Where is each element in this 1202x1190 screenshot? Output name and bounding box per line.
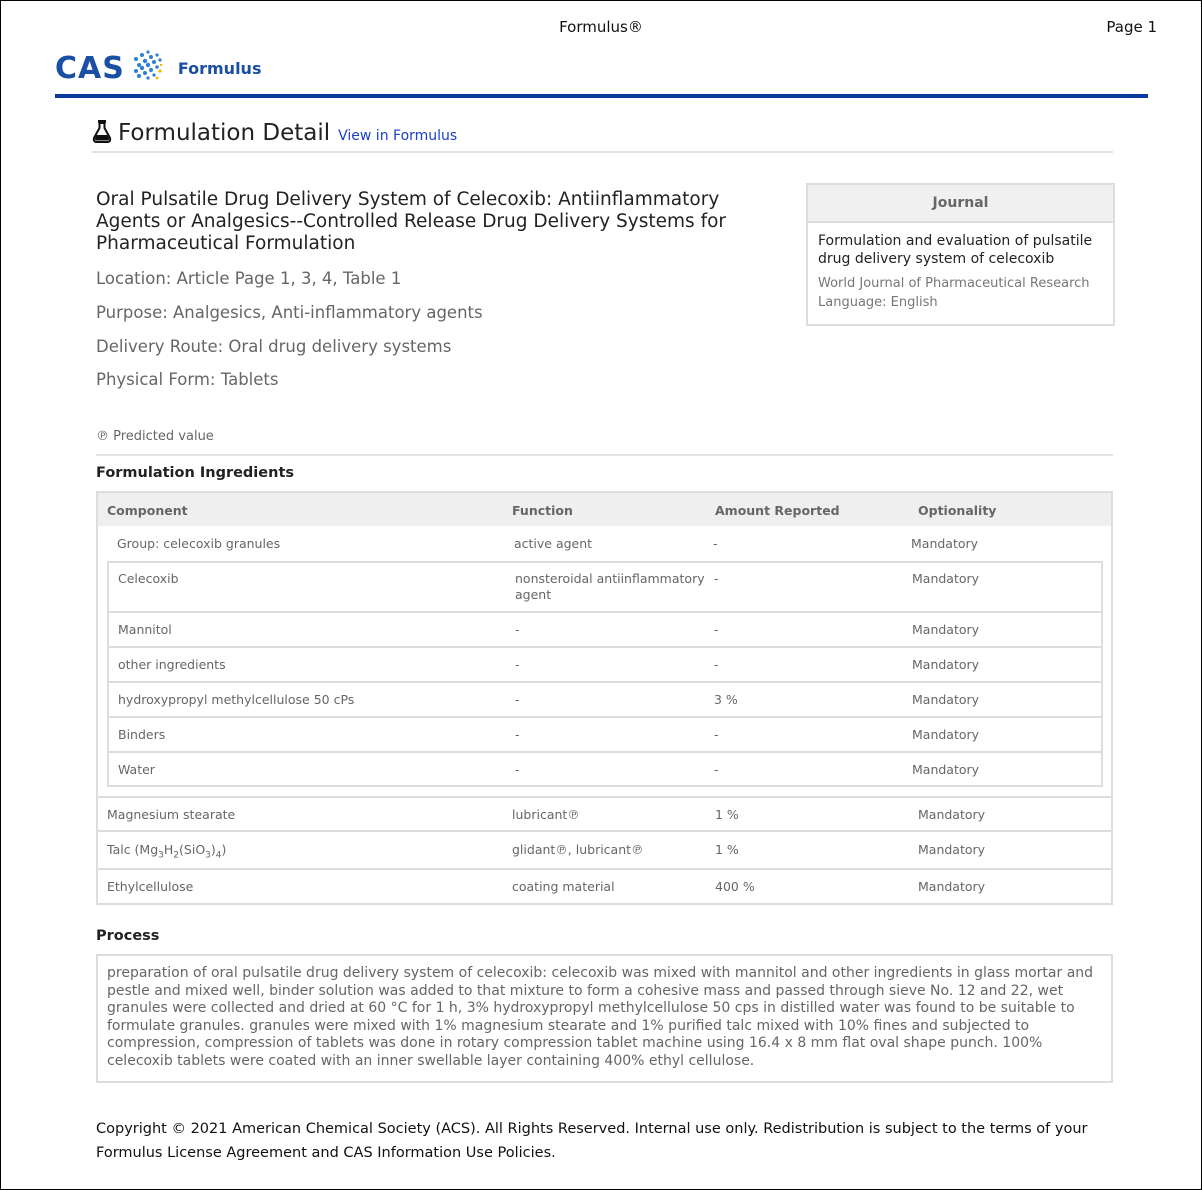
row-amount: 3 % (714, 692, 738, 707)
row-component: Binders (118, 727, 166, 742)
page-number: Page 1 (1106, 18, 1157, 36)
row-optionality: Mandatory (912, 657, 980, 672)
row-function: - (515, 762, 520, 777)
formula-text: Talc (Mg (107, 842, 159, 857)
formula-text: ) (210, 842, 216, 857)
journal-language: Language: English (818, 295, 938, 310)
group-amount: - (713, 536, 718, 551)
process-heading: Process (96, 928, 160, 944)
ingredients-heading: Formulation Ingredients (96, 465, 295, 481)
row-optionality: Mandatory (912, 622, 980, 637)
row-optionality: Mandatory (912, 571, 980, 586)
column-header-optionality: Optionality (918, 503, 997, 518)
journal-source: World Journal of Pharmaceutical Research (818, 276, 1090, 291)
column-header-component: Component (107, 503, 188, 518)
row-amount: - (714, 657, 719, 672)
table-row (98, 830, 1111, 868)
table-row (109, 753, 1101, 786)
row-component: Mannitol (118, 622, 172, 637)
row-amount: - (714, 727, 719, 742)
purpose-line: Purpose: Analgesics, Anti-inflammatory agents (96, 303, 483, 322)
column-header-function: Function (512, 503, 573, 518)
row-function: - (515, 657, 520, 672)
row-amount: 400 % (715, 879, 755, 894)
row-component: Celecoxib (118, 571, 179, 586)
group-optionality: Mandatory (911, 536, 979, 551)
row-optionality: Mandatory (918, 807, 986, 822)
table-row (98, 868, 1111, 905)
row-optionality: Mandatory (918, 879, 986, 894)
row-amount: 1 % (715, 807, 739, 822)
formula-text: H (163, 842, 174, 857)
section-divider (96, 454, 1113, 456)
cas-molecule-icon (130, 49, 164, 87)
view-in-formulus-link[interactable]: View in Formulus (338, 128, 458, 144)
row-component: hydroxypropyl methylcellulose 50 cPs (118, 692, 355, 707)
header-rule (55, 94, 1148, 98)
row-optionality: Mandatory (912, 692, 980, 707)
table-row (109, 648, 1101, 683)
journal-article-title: Formulation and evaluation of pulsatile drug delivery system of celecoxib (818, 233, 1093, 267)
table-row (109, 683, 1101, 718)
row-function: - (515, 727, 520, 742)
page-title: Formulation Detail (118, 120, 331, 146)
delivery-route-line: Delivery Route: Oral drug delivery systems (96, 337, 452, 356)
row-amount: - (714, 571, 719, 586)
row-optionality: Mandatory (918, 842, 986, 857)
formula-subscript: 4 (215, 850, 222, 861)
row-function: - (515, 622, 520, 637)
row-component (107, 842, 226, 864)
group-function: active agent (514, 536, 593, 551)
physical-form-line: Physical Form: Tablets (96, 370, 279, 389)
table-row (109, 563, 1101, 613)
row-optionality: Mandatory (912, 727, 980, 742)
logo-brand: CAS (55, 50, 125, 86)
formula-text: ) (221, 842, 227, 857)
formulation-detail-heading (92, 115, 1113, 153)
page-header-title: Formulus® (559, 18, 643, 36)
row-component: Magnesium stearate (107, 807, 236, 822)
logo-product-name: Formulus (177, 58, 262, 78)
row-function: lubricant℗ (512, 807, 580, 822)
formula-subscript: 3 (205, 850, 211, 861)
formulation-title: Oral Pulsatile Drug Delivery System of Celecoxib: Antiinflammatory Agents or Analgesics--Controlled Release Drug Delivery Systems for Pharmaceutical Formulation (96, 189, 727, 254)
table-row (109, 718, 1101, 753)
group-ingredients (107, 561, 1103, 787)
row-component: other ingredients (118, 657, 226, 672)
formula-text: (SiO (179, 842, 206, 857)
cas-logo[interactable] (55, 48, 261, 88)
row-optionality: Mandatory (912, 762, 980, 777)
row-function: nonsteroidal antiinflammatory agent (515, 571, 705, 602)
flask-icon (92, 119, 112, 147)
group-component: Group: celecoxib granules (117, 536, 281, 551)
row-function: glidant℗, lubricant℗ (512, 842, 644, 857)
table-row (109, 613, 1101, 648)
column-header-amount: Amount Reported (715, 503, 840, 518)
row-amount: - (714, 622, 719, 637)
row-amount: 1 % (715, 842, 739, 857)
table-header (98, 493, 1111, 526)
ingredients-table (96, 491, 1113, 905)
row-component: Ethylcellulose (107, 879, 194, 894)
location-line: Location: Article Page 1, 3, 4, Table 1 (96, 269, 402, 288)
predicted-value-note: ℗ Predicted value (96, 429, 214, 444)
journal-card (806, 183, 1115, 326)
row-component: Water (118, 762, 155, 777)
table-row (98, 796, 1111, 832)
row-amount: - (714, 762, 719, 777)
formula-subscript: 3 (158, 850, 164, 861)
row-function: coating material (512, 879, 615, 894)
journal-heading: Journal (808, 185, 1113, 223)
copyright-notice: Copyright © 2021 American Chemical Society (ACS). All Rights Reserved. Internal use only. Redistribution is subject to the terms of your Formulus License Agreement and CAS Information Use Policies. (96, 1121, 1088, 1161)
row-function: - (515, 692, 520, 707)
process-text: preparation of oral pulsatile drug delivery system of celecoxib: celecoxib was mixed with mannitol and other ingredients in glass mortar and pestle and mixed well, binder solution was added to that mixture to form a cohesive mass and passed through sieve No. 12 and 22, wet granules were collected and dried at 60 °C for 1 h, 3% hydroxypropyl methylcellulose 50 cps in distilled water was found to be suitable to formulate granules. granules were mixed with 1% magnesium stearate and 1% purified talc mixed with 10% fines and subjected to compression, compression of tablets was done in rotary compression tablet machine using 16.4 x 8 mm flat oval shape punch. 100% celecoxib tablets were coated with an inner swellable layer containing 400% ethyl cellulose. (96, 954, 1113, 1083)
formula-subscript: 2 (173, 850, 180, 861)
